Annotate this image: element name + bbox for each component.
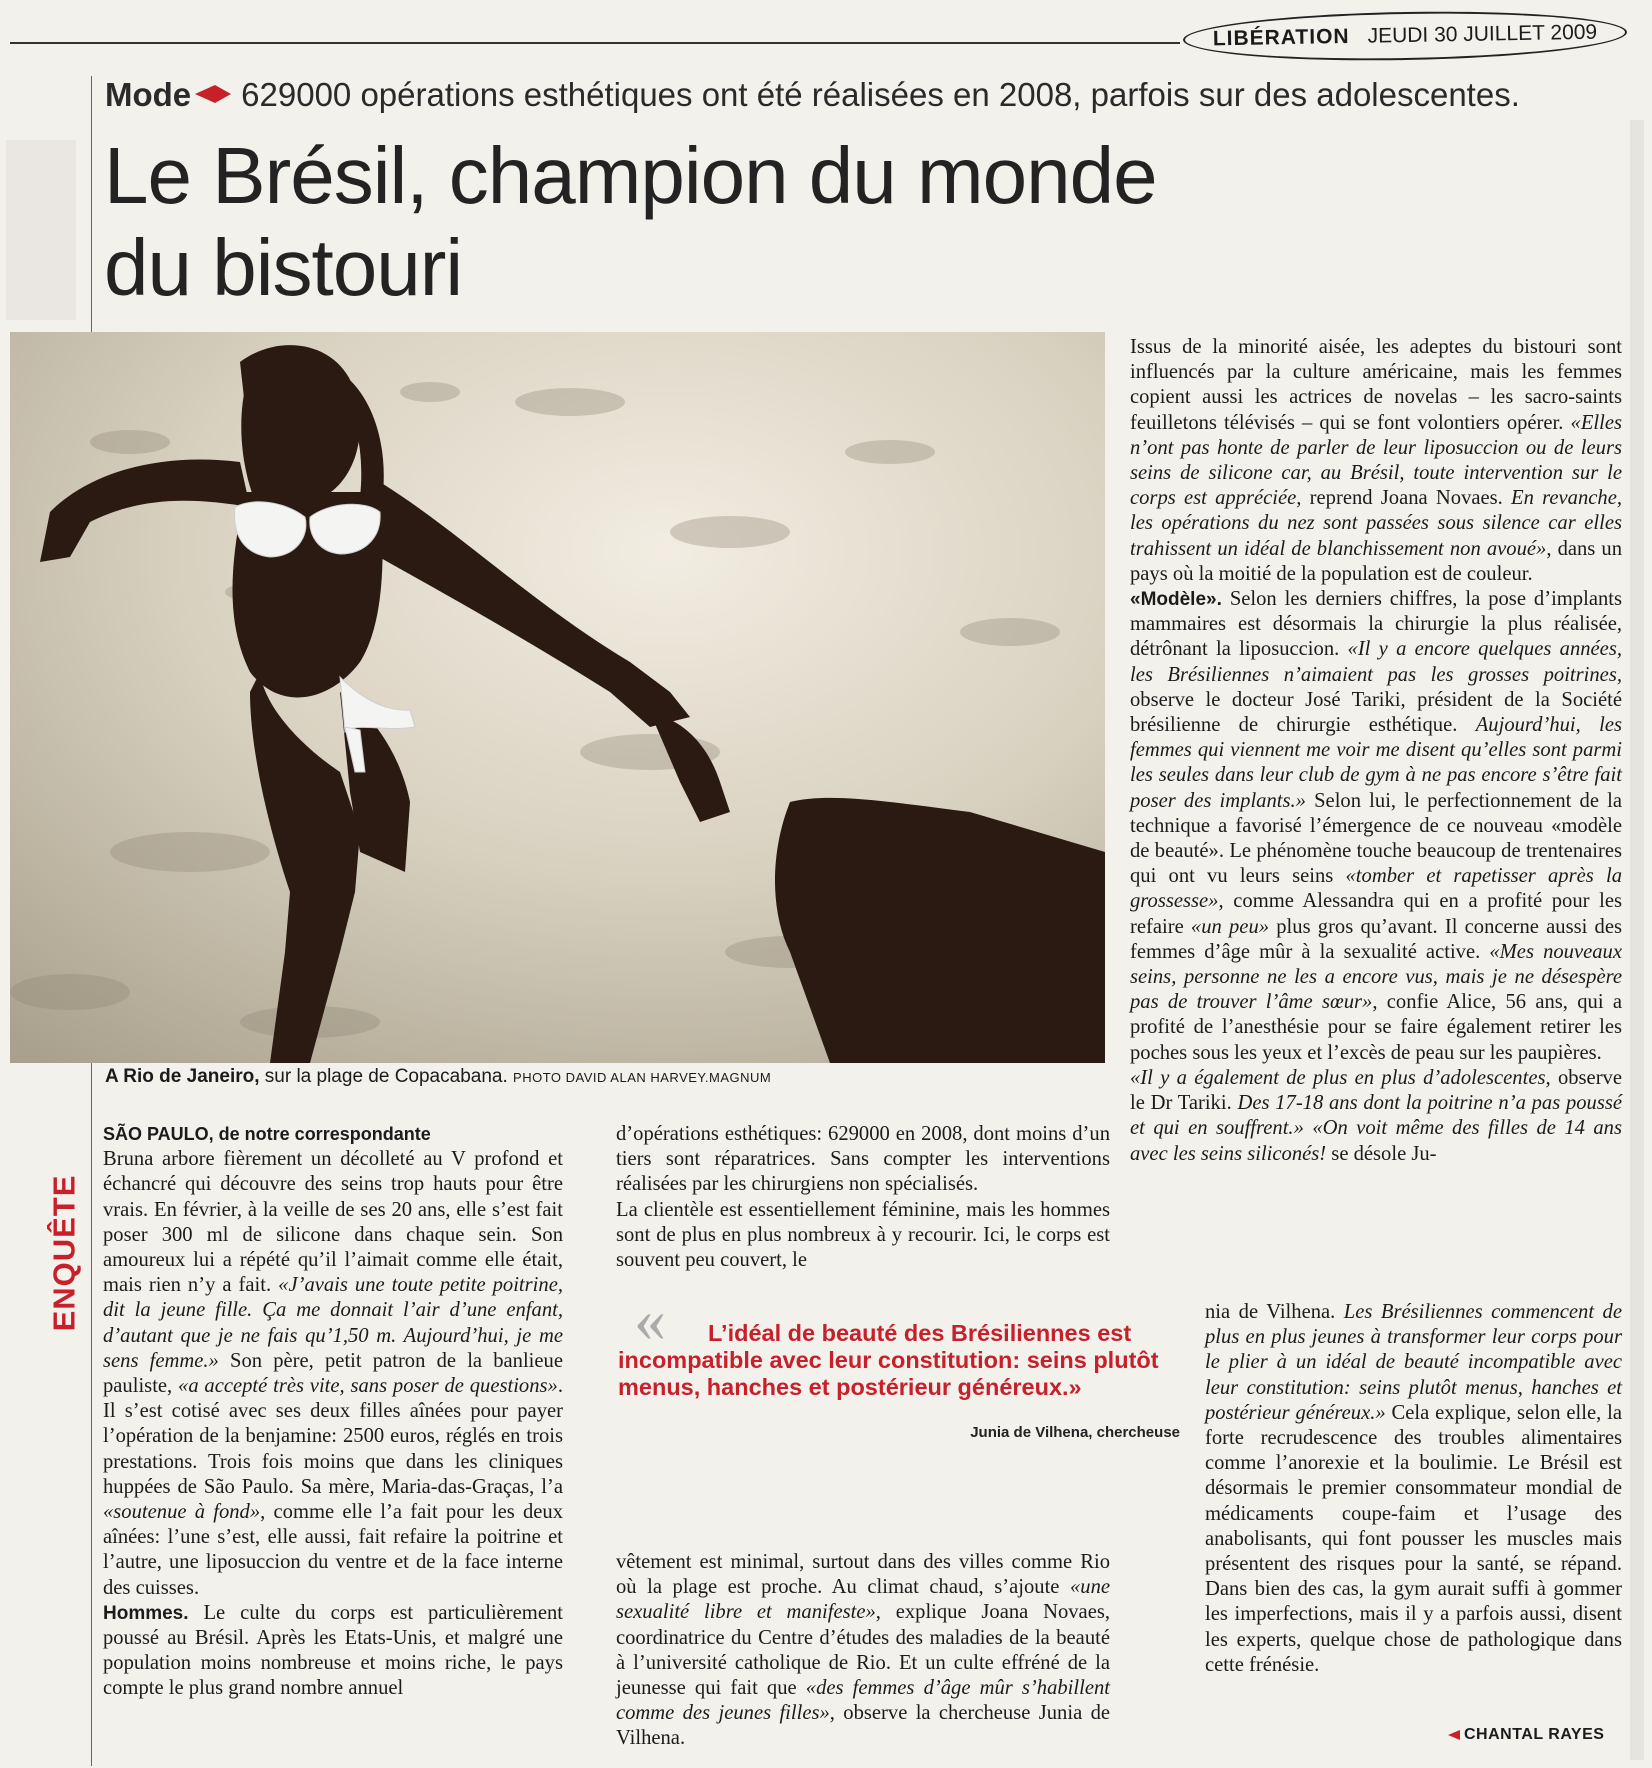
beach-photo-illustration [10, 332, 1105, 1063]
body-text: reprend Joana Novaes. [1301, 487, 1512, 510]
quote-text: «tomber et rapetisser après la grossesse» [1130, 865, 1622, 913]
body-text: Issus de la minorité aisée, les adeptes du bistouri sont influencés par la culture américaine, mais les femmes copient aussi les actrices de novelas – les sacro-saints feuilletons télévisés – qui se font volontiers opérer. [1130, 336, 1622, 434]
intertitle-hommes: Hommes. [103, 1602, 189, 1624]
body-text: vêtement est minimal, surtout dans des villes comme Rio où la plage est proche. Au climat chaud, s’ajoute [616, 1551, 1110, 1599]
photo-caption [105, 1066, 1105, 1088]
article-column-1 [103, 1122, 563, 1702]
byline [1448, 1726, 1604, 1744]
caption-text: sur la plage de Copacabana. [264, 1066, 508, 1087]
quote-text: En revanche, les opérations du nez sont passées sous silence car elles trahissent un idéal de blanchissement non avoué» [1130, 487, 1622, 560]
body-text: , confie Alice, 56 ans, qui a profité de l’anesthésie pour se faire également retirer les poches sous les yeux et l’excès de peau sur les paupières. [1130, 991, 1622, 1064]
quote-text: «Il y a encore quelques années, les Brésiliennes n’aimaient pas les grosses poitrines, [1130, 638, 1622, 686]
quote-text: «Elles n’ont pas honte de parler de leur liposuccion ou de leurs seins de silicone car, au Brésil, toute intervention sur le corps est appréciée, [1130, 411, 1622, 510]
quote-text: Aujourd’hui, les femmes qui viennent me voir me disent qu’elles sont parmi les seules dans leur club de gym à ne pas encore s’être fait poser des implants.» [1130, 714, 1622, 812]
dateline: SÃO PAULO, de notre correspondante [103, 1124, 431, 1144]
body-text: , comme elle l’a fait pour les deux aînées: l’une s’est, elle aussi, fait refaire la poitrine et l’autre, une liposuccion du ventre et de la face interne des cuisses. [103, 1501, 563, 1599]
body-text: , dans un pays où la moitié de la population est de couleur. [1130, 537, 1622, 585]
arrow-left-icon [195, 85, 215, 103]
body-text: Cela explique, selon elle, la forte recrudescence des troubles alimentaires comme l’anorexie et la boulimie. Le Brésil est désormais le premier consommateur mondial de médicaments coupe-faim et l’usage des anabolisants, qui font pousser les muscles mais présentent des risques pour la santé, se répand. Dans bien des cas, la gym aurait suffi à gommer les imperfections, mais il y a parfois aussi, disent les experts, quelque chose de pathologique dans cette frénésie. [1205, 1401, 1622, 1676]
arrow-left-icon [1448, 1730, 1460, 1740]
publication-name: LIBÉRATION [1212, 24, 1350, 51]
modele-para [1130, 587, 1622, 1066]
quote-text: «a accepté très vite, sans poser de questions» [178, 1375, 558, 1398]
quote-mark-icon: « [634, 1284, 666, 1355]
quote-text: «soutenue à fond» [103, 1501, 261, 1524]
body-text: Bruna arbore fièrement un décolleté au V profond et échancré qui découvre des seins trop hauts pour être vrais. En février, à la veille de ses 20 ans, elle s’est fait poser 300 ml de silicone dans chaque sein. Son amoureux lui a répété qu’il l’aimait comme elle était, mais rien n’y a fait. [103, 1148, 563, 1297]
body-text: . Il s’est cotisé avec ses deux filles aînées pour payer l’opération de la benjamine: 2500 euros, réglés en trois prestations. Trois fois moins que dans les cliniques huppées de São Paulo. Sa mère, Maria-das-Graças, l’a [103, 1375, 563, 1498]
intertitle-modele: «Modèle». [1130, 589, 1222, 611]
top-rule [10, 42, 1180, 44]
quote-text: Des 17-18 ans dont la poitrine n’a pas poussé et qui en souffrent.» «On voit même des filles de 14 ans avec les seins siliconés! [1130, 1092, 1623, 1165]
body-text: se désole Ju- [1326, 1142, 1437, 1165]
body-text: observe le Dr Tariki. [1130, 1066, 1622, 1115]
body-text: Selon lui, le perfectionnement de la technique a favorisé l’émergence de ce nouveau «modèle de beauté». Le phénomène touche beaucoup de trentenaires qui ont vu leurs seins [1130, 789, 1622, 888]
bleed-through-right [1630, 120, 1644, 1760]
body-text: La clientèle est essentiellement féminine, mais les hommes sont de plus en plus nombreux à y recourir. Ici, le corps est souvent peu couvert, le [616, 1198, 1110, 1272]
kicker [105, 76, 1625, 114]
author-name: CHANTAL RAYES [1464, 1726, 1605, 1743]
body-text: , comme Alessandra qui en a profité pour les refaire [1130, 890, 1622, 938]
body-text: , explique Joana Novaes, coordinatrice du Centre d’études des maladies de la beauté à l’université catholique de Rio. Et un culte effréné de la jeunesse qui fait que [616, 1601, 1110, 1700]
beach-photo [10, 332, 1105, 1063]
body-text: d’opérations esthétiques: 629000 en 2008, dont moins d’un tiers sont réparatrices. Sans compter les interventions réalisées par les chirurgiens non spécialisés. [616, 1123, 1110, 1196]
body-para [1205, 1300, 1622, 1678]
quote-text: «Mes nouveaux seins, personne ne les a encore vus, mais je ne désespère pas de trouver l’âme sœur» [1130, 940, 1622, 1014]
kicker-text: 629000 opérations esthétiques ont été réalisées en 2008, parfois sur des adolescentes. [241, 76, 1520, 113]
publication-date: JEUDI 30 JUILLET 2009 [1367, 20, 1598, 48]
rubric-label: Mode [105, 76, 192, 113]
body-para [1130, 1066, 1622, 1167]
body-text: Selon les derniers chiffres, la pose d’implants mammaires est désormais la chirurgie la plus réalisée, détrônant la liposuccion. [1130, 588, 1622, 661]
quote-text: «Il y a également de plus en plus d’adolescentes, [1130, 1066, 1551, 1089]
headline-line-2: du bistouri [104, 223, 463, 312]
quote-text: «un peu» [1190, 915, 1270, 938]
quote-text: «une sexualité libre et manifeste» [616, 1576, 1110, 1624]
quote-text: Les Brésiliennes commencent de plus en plus jeunes à transformer leur corps pour le plier à un idéal de beauté incompatible avec leur constitution: seins plutôt menus, hanches et postérieur généreux.» [1205, 1301, 1622, 1424]
bleed-through-left [6, 140, 76, 320]
body-text: Son père, petit patron de la banlieue pauliste, [103, 1349, 563, 1398]
masthead [1183, 8, 1628, 64]
hommes-para [103, 1601, 563, 1702]
article-column-3-bottom [1205, 1300, 1622, 1678]
arrow-right-icon [215, 85, 231, 103]
pull-quote [618, 1284, 1180, 1446]
article-column-3-top [1130, 335, 1622, 1167]
body-para [616, 1550, 1110, 1752]
quote-text: «J’avais une toute petite poitrine, dit la jeune fille. Ça me donnait l’air d’une enfant, d’autant que je ne fais qu’1,50 m. Aujourd’hui, je me sens femme.» [103, 1274, 563, 1372]
pull-quote-text: L’idéal de beauté des Brésiliennes est incompatible avec leur constitution: seins plutôt menus, hanches et postérieur généreux.» [618, 1320, 1159, 1400]
body-text: plus gros qu’avant. Il concerne aussi des femmes d’âge mûr à la sexualité active. [1130, 915, 1622, 963]
article-column-2-bottom [616, 1550, 1110, 1752]
section-label: ENQUÊTE [46, 1174, 82, 1332]
body-text: nia de Vilhena. [1205, 1301, 1344, 1323]
headline-line-1: Le Brésil, champion du monde [104, 131, 1157, 220]
body-text: Le culte du corps est particulièrement poussé au Brésil. Après les Etats-Unis, et malgré une population moins nombreuse et moins riche, le pays compte le plus grand nombre annuel [103, 1601, 563, 1700]
quote-text: «des femmes d’âge mûr s’habillent comme des jeunes filles» [616, 1677, 1110, 1725]
pull-quote-attribution: Junia de Vilhena, chercheuse [970, 1424, 1180, 1441]
caption-place: A Rio de Janeiro, [105, 1066, 260, 1087]
headline [104, 130, 1564, 314]
body-text: observe le docteur José Tariki, président de la Société brésilienne de chirurgie esthétique. [1130, 688, 1622, 737]
dateline-para [103, 1122, 563, 1601]
photo-credit: PHOTO DAVID ALAN HARVEY.MAGNUM [513, 1070, 772, 1085]
body-text: , observe la chercheuse Junia de Vilhena. [616, 1702, 1111, 1750]
article-column-2-top [616, 1122, 1110, 1273]
body-para [1130, 335, 1622, 587]
